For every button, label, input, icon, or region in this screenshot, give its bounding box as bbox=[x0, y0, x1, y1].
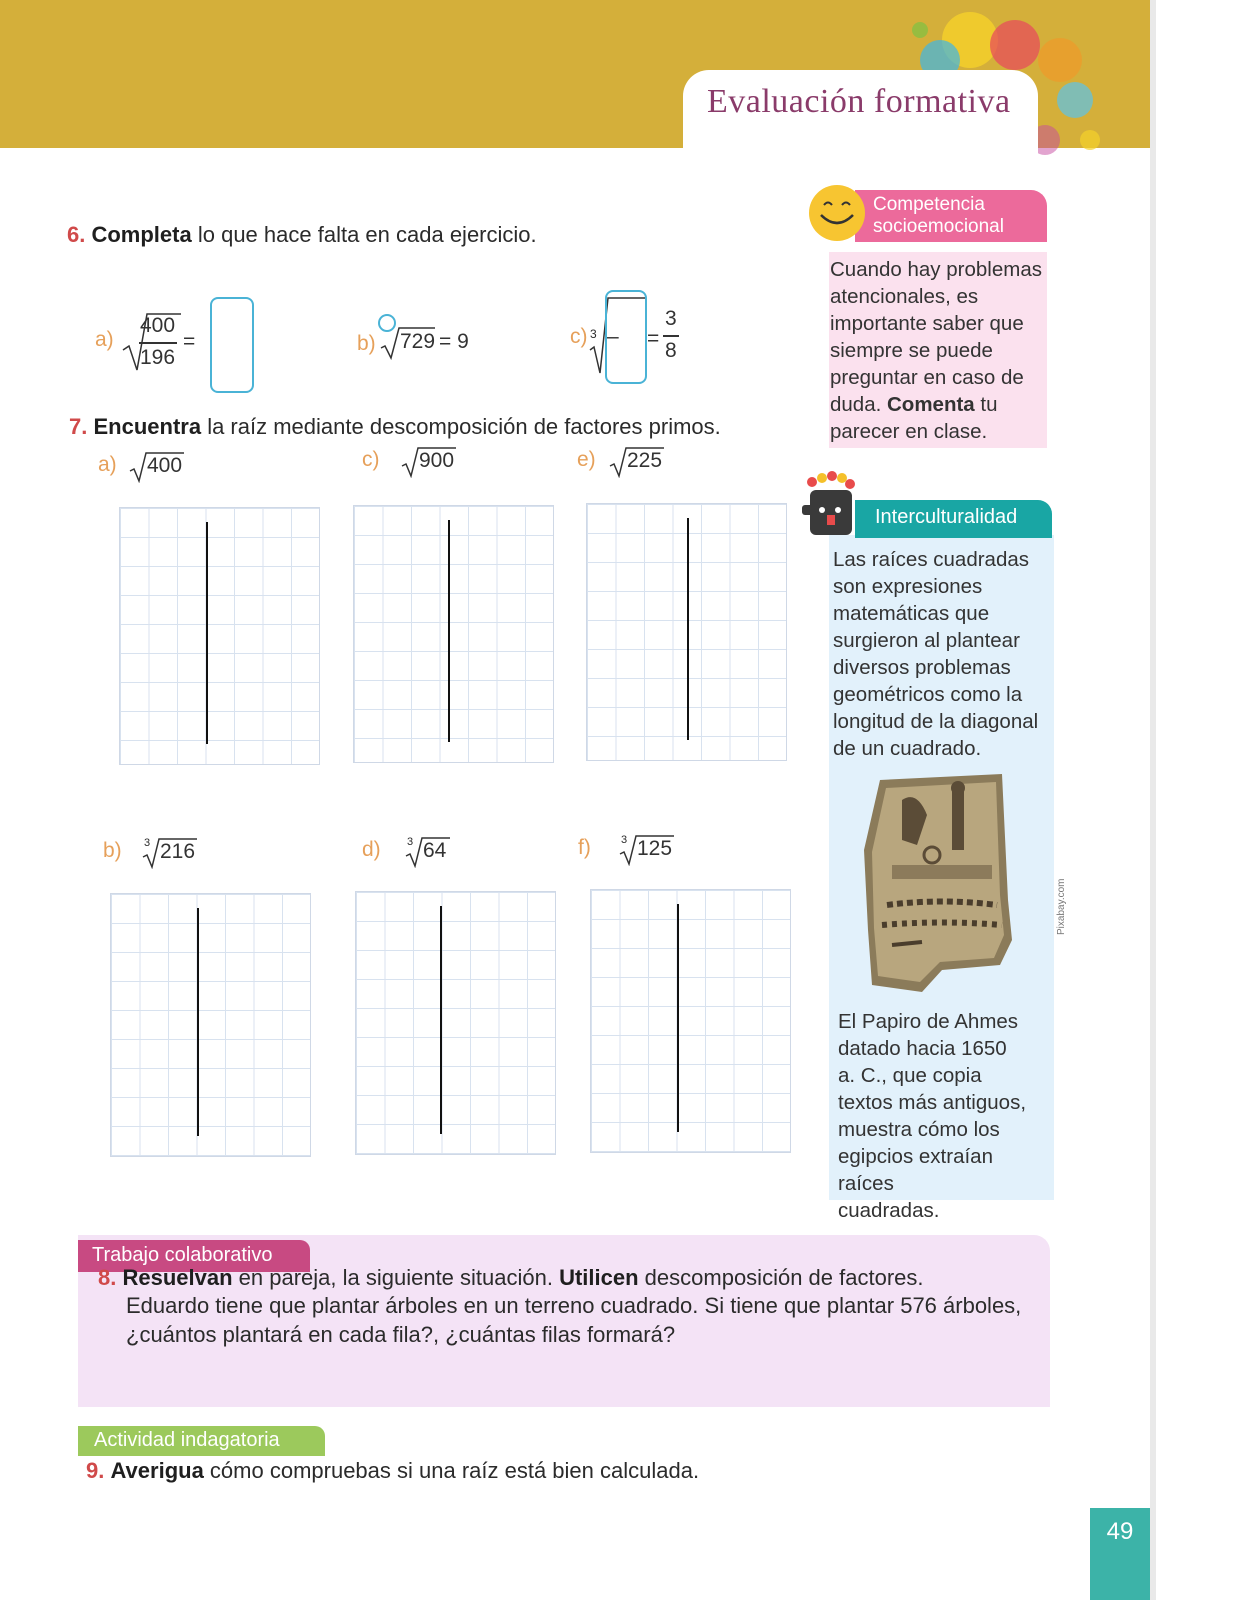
text-line: son expresiones bbox=[833, 575, 983, 598]
factor-divider-line bbox=[440, 906, 442, 1134]
question-8 bbox=[98, 1265, 924, 1291]
image-credit: Pixabay.com bbox=[1056, 878, 1067, 935]
socioemotional-title-1: Competencia bbox=[873, 194, 985, 215]
page-title: Evaluación formativa bbox=[707, 83, 1011, 120]
result: = 9 bbox=[439, 330, 469, 353]
text-line: El Papiro de Ahmes bbox=[838, 1010, 1019, 1033]
inquiry-tab-label: Actividad indagatoria bbox=[94, 1429, 280, 1451]
text-line: cuadradas. bbox=[838, 1199, 940, 1222]
fraction-bar bbox=[139, 342, 177, 344]
fraction-numerator: 3 bbox=[665, 307, 677, 330]
exercise-label: e) bbox=[577, 448, 596, 471]
text-line: egipcios extraían raíces bbox=[838, 1145, 993, 1195]
text-fragment: duda. bbox=[830, 393, 887, 416]
exercise-6c bbox=[570, 285, 700, 395]
radicand: 216 bbox=[160, 840, 196, 863]
text-line: importante saber que bbox=[830, 312, 1024, 335]
work-grid-7f[interactable] bbox=[590, 889, 791, 1153]
smiley-face-icon bbox=[807, 183, 867, 243]
collaborative-tab-label: Trabajo colaborativo bbox=[92, 1244, 273, 1266]
question-verb: Utilicen bbox=[559, 1265, 639, 1290]
work-grid-7c[interactable] bbox=[353, 505, 554, 763]
text-line: muestra cómo los bbox=[838, 1118, 1000, 1141]
work-grid-7d[interactable] bbox=[355, 891, 556, 1155]
question-verb: Resuelvan bbox=[122, 1265, 233, 1290]
radicand: 225 bbox=[627, 449, 663, 472]
exercise-7b bbox=[103, 833, 223, 873]
exercise-label: f) bbox=[578, 836, 591, 859]
text-line: surgieron al plantear bbox=[833, 629, 1020, 652]
exercise-7d bbox=[362, 832, 482, 872]
question-7 bbox=[69, 414, 721, 440]
page-number-tab bbox=[1090, 1508, 1150, 1600]
root-index: 3 bbox=[621, 834, 628, 846]
question-6 bbox=[67, 222, 537, 248]
question-text: la raíz mediante descomposición de factores primos. bbox=[201, 414, 721, 439]
papyrus-caption bbox=[838, 1008, 1053, 1224]
factor-divider-line bbox=[677, 904, 679, 1132]
work-grid-7e[interactable] bbox=[586, 503, 787, 761]
text-line: datado hacia 1650 bbox=[838, 1037, 1007, 1060]
text-fragment: tu bbox=[974, 393, 998, 416]
exercise-label: c) bbox=[362, 448, 380, 471]
page-edge bbox=[1150, 0, 1156, 1600]
question-text: cómo compruebas si una raíz está bien calculada. bbox=[203, 1458, 700, 1483]
fraction-denominator: 8 bbox=[665, 339, 677, 362]
question-number: 9. bbox=[86, 1458, 105, 1483]
interculturality-text bbox=[833, 546, 1048, 762]
exercise-label: d) bbox=[362, 838, 381, 861]
exercise-label: a) bbox=[95, 328, 114, 351]
question-number: 6. bbox=[67, 222, 86, 247]
radicand: 125 bbox=[637, 837, 673, 860]
work-grid-7a[interactable] bbox=[119, 507, 320, 765]
root-index: 3 bbox=[144, 837, 151, 849]
interculturality-title: Interculturalidad bbox=[875, 506, 1018, 528]
question-verb: Encuentra bbox=[93, 414, 202, 439]
mask-icon bbox=[800, 470, 860, 545]
exercise-7a bbox=[98, 447, 218, 487]
radicand: 900 bbox=[419, 449, 455, 472]
text-line: preguntar en caso de bbox=[830, 366, 1024, 389]
text-line: Cuando hay problemas bbox=[830, 258, 1042, 281]
question-verb: Averigua bbox=[110, 1458, 204, 1483]
exercise-label: c) bbox=[570, 325, 588, 348]
radicand: 64 bbox=[423, 839, 447, 862]
factor-divider-line bbox=[448, 520, 450, 742]
question-9 bbox=[86, 1458, 699, 1484]
radicand: 400 bbox=[147, 454, 183, 477]
root-index: 3 bbox=[407, 836, 414, 848]
text-line: siempre se puede bbox=[830, 339, 993, 362]
equals-sign: = bbox=[183, 330, 196, 353]
root-index: 3 bbox=[590, 327, 597, 341]
text-line: de un cuadrado. bbox=[833, 737, 982, 760]
radicand: 729 bbox=[400, 330, 436, 353]
text-line: textos más antiguos, bbox=[838, 1091, 1027, 1114]
factor-divider-line bbox=[687, 518, 689, 740]
exercise-label: a) bbox=[98, 453, 117, 476]
question-8-line-3: ¿cuántos plantará en cada fila?, ¿cuántas filas formará? bbox=[126, 1322, 676, 1347]
text-line: Las raíces cuadradas bbox=[833, 548, 1030, 571]
factor-divider-line bbox=[206, 522, 208, 744]
radicand: – bbox=[607, 325, 619, 348]
exercise-6b bbox=[357, 310, 507, 370]
answer-box[interactable] bbox=[605, 290, 647, 384]
fraction-denominator: 196 bbox=[140, 346, 176, 369]
question-number: 7. bbox=[69, 414, 88, 439]
text-line: diversos problemas bbox=[833, 656, 1011, 679]
exercise-label: b) bbox=[357, 332, 376, 355]
bold-verb: Comenta bbox=[887, 393, 975, 416]
text-line: a. C., que copia bbox=[838, 1064, 982, 1087]
inquiry-tab bbox=[78, 1426, 325, 1456]
question-text: en pareja, la siguiente situación. bbox=[232, 1265, 560, 1290]
exercise-7e bbox=[577, 442, 697, 482]
work-grid-7b[interactable] bbox=[110, 893, 311, 1157]
interculturality-header bbox=[855, 500, 1052, 538]
question-verb: Completa bbox=[91, 222, 192, 247]
fraction-numerator: 400 bbox=[140, 314, 176, 337]
factor-divider-line bbox=[197, 908, 199, 1136]
text-line: longitud de la diagonal bbox=[833, 710, 1039, 733]
question-8-line-2: Eduardo tiene que plantar árboles en un terreno cuadrado. Si tiene que plantar 576 árboles, bbox=[126, 1293, 1022, 1318]
exercise-6a bbox=[95, 300, 265, 395]
text-line: atencionales, es bbox=[830, 285, 979, 308]
equals-sign: = bbox=[647, 327, 660, 350]
text-line bbox=[830, 391, 1045, 418]
ahmes-papyrus-image bbox=[862, 770, 1012, 995]
exercise-7f bbox=[578, 830, 698, 870]
exercise-7c bbox=[362, 442, 482, 482]
socioemotional-title-2: socioemocional bbox=[873, 216, 1004, 237]
text-line: matemáticas que bbox=[833, 602, 990, 625]
question-number: 8. bbox=[98, 1265, 117, 1290]
question-text: lo que hace falta en cada ejercicio. bbox=[191, 222, 537, 247]
text-line: geométricos como la bbox=[833, 683, 1023, 706]
answer-box[interactable] bbox=[210, 297, 254, 393]
fraction-bar bbox=[663, 335, 679, 337]
socioemotional-header bbox=[855, 190, 1047, 242]
text-line: parecer en clase. bbox=[830, 420, 988, 443]
exercise-label: b) bbox=[103, 839, 122, 862]
page-number: 49 bbox=[1106, 1518, 1134, 1545]
question-text: descomposición de factores. bbox=[638, 1265, 924, 1290]
socioemotional-text bbox=[830, 256, 1045, 445]
